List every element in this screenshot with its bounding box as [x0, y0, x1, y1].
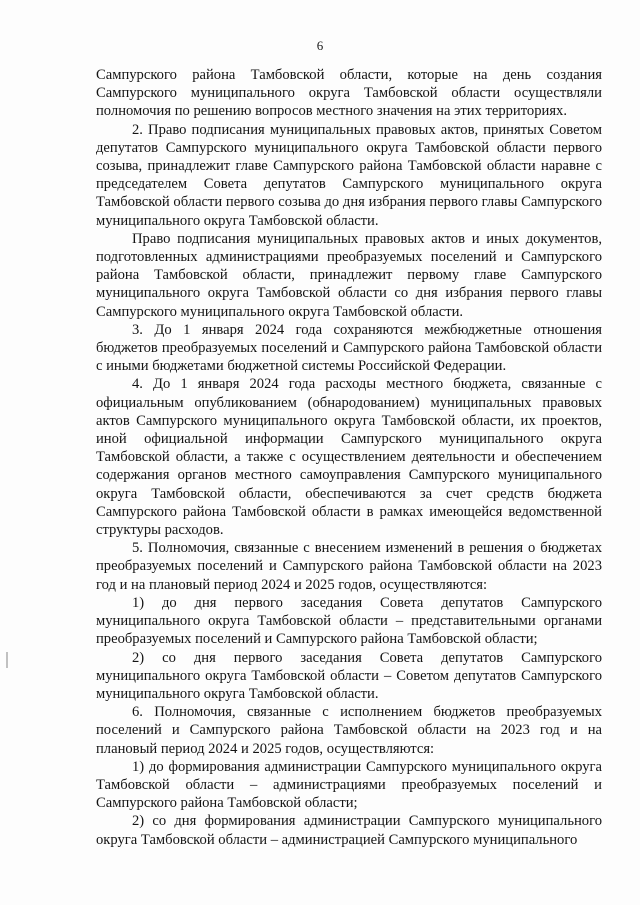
paragraph-continuation: Сампурского района Тамбовской области, которые на день создания Сампурского муниципального округа Тамбовской области осуществляли полномочия по решению вопросов местного значения на этих территориях. — [96, 67, 602, 120]
paragraph-item-6: 6. Полномочия, связанные с исполнением бюджетов преобразуемых поселений и Сампурского района Тамбовской области на 2023 год и на плановый период 2024 и 2025 годов, осуществляются: — [96, 704, 602, 757]
page-number: 6 — [316, 38, 324, 53]
scan-artifact — [6, 652, 8, 668]
paragraph-item-5-sub-1: 1) до дня первого заседания Совета депутатов Сампурского муниципального округа Тамбовской области – представительными органами преобразуемых поселений и Сампурского района Тамбовской области; — [96, 594, 602, 648]
paragraph-item-6-sub-2: 2) со дня формирования администрации Сампурского муниципального округа Тамбовской области – администрацией Сампурского муниципального — [96, 813, 602, 848]
paragraph-item-6-sub-1: 1) до формирования администрации Сампурского муниципального округа Тамбовской области – администрациями преобразуемых поселений и Сампурского района Тамбовской области; — [96, 758, 602, 812]
paragraph-signing-rights: Право подписания муниципальных правовых актов и иных документов, подготовленных администрациями преобразуемых поселений и Сампурского района Тамбовской области, принадлежит первому главе Сампурского муниципального округа Тамбовской области со дня избрания первого главы Сампурского муниципального округа Тамбовской области. — [96, 230, 602, 320]
paragraph-item-4: 4. До 1 января 2024 года расходы местного бюджета, связанные с официальным опубликованием (обнародованием) муниципальных правовых актов Сампурского муниципального округа Тамбовской области, их проектов, иной официальной информации Сампурского муниципального округа Тамбовской области, а также с осуществлением деятельности и обеспечением содержания органов местного самоуправления Сампурского муниципального округа Тамбовской области, обеспечиваются за счет средств бюджета Сампурского района Тамбовской области в рамках имеющейся ведомственной структуры расходов. — [96, 376, 602, 539]
paragraph-item-5-sub-2: 2) со дня первого заседания Совета депутатов Сампурского муниципального округа Тамбовской области – Советом депутатов Сампурского муниципального округа Тамбовской области. — [96, 649, 602, 702]
paragraph-item-2: 2. Право подписания муниципальных правовых актов, принятых Советом депутатов Сампурского муниципального округа Тамбовской области первого созыва, принадлежит главе Сампурского района Тамбовской области наравне с председателем Совета депутатов Сампурского муниципального округа Тамбовской области первого созыва до дня избрания первого главы Сампурского муниципального округа Тамбовской области. — [96, 121, 602, 229]
document-body — [96, 66, 602, 849]
paragraph-item-5: 5. Полномочия, связанные с внесением изменений в решения о бюджетах преобразуемых поселений и Сампурского района Тамбовской области на 2023 год и на плановый период 2024 и 2025 годов, осуществляются: — [96, 540, 602, 593]
paragraph-item-3: 3. До 1 января 2024 года сохраняются межбюджетные отношения бюджетов преобразуемых поселений и Сампурского района Тамбовской области с иными бюджетами бюджетной системы Российской Федерации. — [96, 321, 602, 375]
